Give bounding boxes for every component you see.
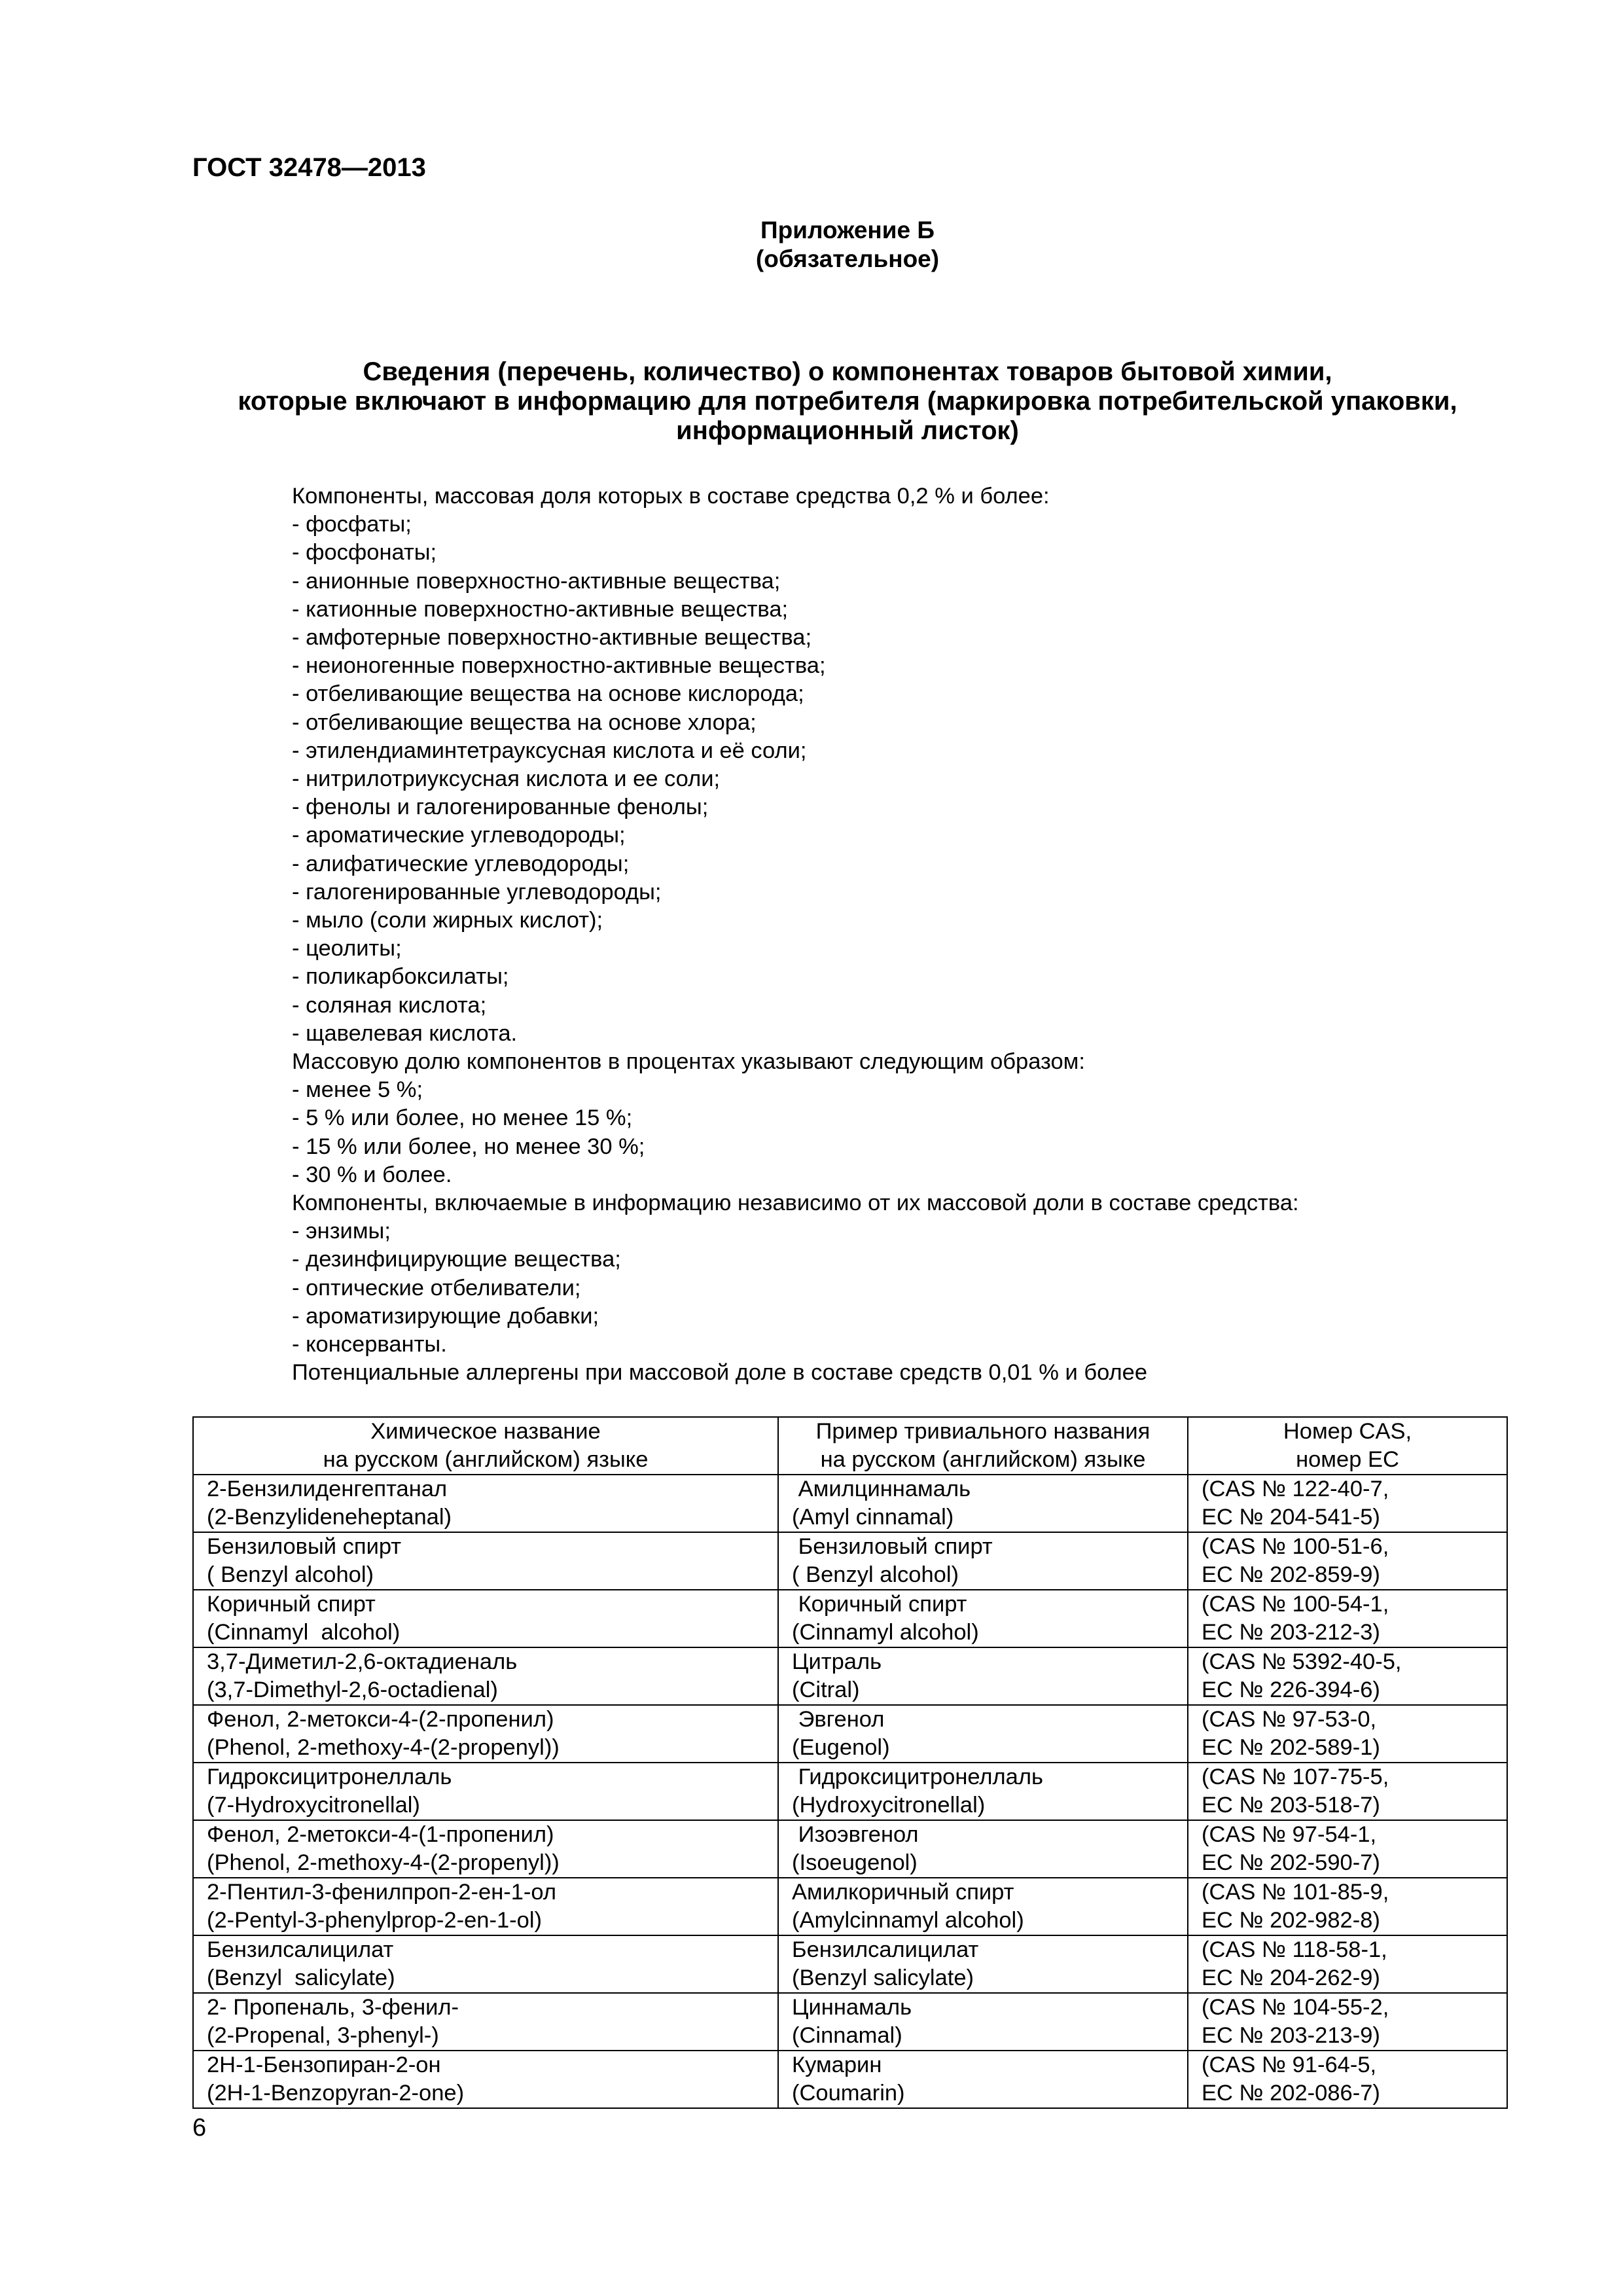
body-line: - консерванты. xyxy=(292,1332,447,1357)
body-line: - неионогенные поверхностно-активные вещества; xyxy=(292,653,826,679)
body-line: - галогенированные углеводороды; xyxy=(292,879,662,905)
body-line: - анионные поверхностно-активные вещества; xyxy=(292,568,781,594)
table-row xyxy=(193,1993,1507,2051)
cell-chemical-name: 2-Бензилиденгептанал (2-Benzylideneheptanal) xyxy=(193,1475,778,1532)
table-row xyxy=(193,1705,1507,1763)
cell-trivial-name: Кумарин (Coumarin) xyxy=(778,2051,1188,2108)
table-row xyxy=(193,1475,1507,1532)
cell-chemical-name: Бензилсалицилат (Benzyl salicylate) xyxy=(193,1935,778,1993)
appendix-heading xyxy=(0,216,1623,274)
cell-cas-number: (CAS № 107-75-5, ЕС № 203-518-7) xyxy=(1188,1763,1507,1820)
body-line: - этилендиаминтетрауксусная кислота и её соли; xyxy=(292,738,807,763)
section-title-line: Сведения (перечень, количество) о компонентах товаров бытовой химии, xyxy=(363,357,1332,386)
table-row xyxy=(193,1878,1507,1935)
section-title xyxy=(0,357,1623,446)
body-line: - щавелевая кислота. xyxy=(292,1020,518,1046)
document-id: ГОСТ 32478—2013 xyxy=(192,153,426,182)
body-line: - поликарбоксилаты; xyxy=(292,964,509,990)
table-row xyxy=(193,1590,1507,1647)
cell-cas-number: (CAS № 97-54-1, ЕС № 202-590-7) xyxy=(1188,1820,1507,1878)
body-line: - фенолы и галогенированные фенолы; xyxy=(292,795,709,820)
body-line: Компоненты, включаемые в информацию независимо от их массовой доли в составе средства: xyxy=(292,1191,1299,1216)
table-row xyxy=(193,1647,1507,1705)
body-line: - алифатические углеводороды; xyxy=(292,851,630,876)
header-chemical-name: Химическое название на русском (английском) языке xyxy=(193,1417,778,1475)
cell-cas-number: (CAS № 118-58-1, ЕС № 204-262-9) xyxy=(1188,1935,1507,1993)
cell-cas-number: (CAS № 100-51-6, ЕС № 202-859-9) xyxy=(1188,1532,1507,1590)
section-title-line: информационный листок) xyxy=(676,416,1019,445)
body-line: - 15 % или более, но менее 30 %; xyxy=(292,1134,645,1159)
body-line: - ароматизирующие добавки; xyxy=(292,1303,599,1329)
body-line: - оптические отбеливатели; xyxy=(292,1275,581,1300)
body-line: - отбеливающие вещества на основе кислорода; xyxy=(292,681,804,707)
body-line: - дезинфицирующие вещества; xyxy=(292,1247,621,1272)
table-header-row xyxy=(193,1417,1507,1475)
cell-chemical-name: 2- Пропеналь, 3-фенил- (2-Propenal, 3-phenyl-) xyxy=(193,1993,778,2051)
cell-chemical-name: 2Н-1-Бензопиран-2-он (2H-1-Benzopyran-2-one) xyxy=(193,2051,778,2108)
cell-chemical-name: 2-Пентил-3-фенилпроп-2-ен-1-ол (2-Pentyl-3-phenylprop-2-en-1-ol) xyxy=(193,1878,778,1935)
body-line: - соляная кислота; xyxy=(292,992,487,1018)
cell-chemical-name: Бензиловый спирт ( Benzyl alcohol) xyxy=(193,1532,778,1590)
body-line: - цеолиты; xyxy=(292,936,402,961)
body-line: - мыло (соли жирных кислот); xyxy=(292,908,603,933)
cell-trivial-name: Цитраль (Citral) xyxy=(778,1647,1188,1705)
body-line: - ароматические углеводороды; xyxy=(292,823,626,848)
cell-chemical-name: 3,7-Диметил-2,6-октадиеналь (3,7-Dimethyl-2,6-octadienal) xyxy=(193,1647,778,1705)
cell-cas-number: (CAS № 104-55-2, ЕС № 203-213-9) xyxy=(1188,1993,1507,2051)
section-title-line: которые включают в информацию для потребителя (маркировка потребительской упаковки, xyxy=(238,387,1457,416)
cell-cas-number: (CAS № 97-53-0, ЕС № 202-589-1) xyxy=(1188,1705,1507,1763)
cell-trivial-name: Бензилсалицилат (Benzyl salicylate) xyxy=(778,1935,1188,1993)
header-trivial-name: Пример тривиального названия на русском (английском) языке xyxy=(778,1417,1188,1475)
cell-chemical-name: Фенол, 2-метокси-4-(2-пропенил) (Phenol, 2-methoxy-4-(2-propenyl)) xyxy=(193,1705,778,1763)
body-line: - фосфонаты; xyxy=(292,540,437,565)
cell-trivial-name: Циннамаль (Cinnamal) xyxy=(778,1993,1188,2051)
body-line: - энзимы; xyxy=(292,1219,391,1244)
appendix-subtitle: (обязательное) xyxy=(755,245,940,272)
cell-trivial-name: Коричный спирт (Cinnamyl alcohol) xyxy=(778,1590,1188,1647)
cell-cas-number: (CAS № 122-40-7, ЕС № 204-541-5) xyxy=(1188,1475,1507,1532)
cell-trivial-name: Амилциннамаль (Amyl cinnamal) xyxy=(778,1475,1188,1532)
body-line: Потенциальные аллергены при массовой доле в составе средств 0,01 % и более xyxy=(292,1360,1148,1386)
cell-cas-number: (CAS № 100-54-1, ЕС № 203-212-3) xyxy=(1188,1590,1507,1647)
cell-chemical-name: Фенол, 2-метокси-4-(1-пропенил) (Phenol, 2-methoxy-4-(2-propenyl)) xyxy=(193,1820,778,1878)
table-row xyxy=(193,1820,1507,1878)
body-line: - 5 % или более, но менее 15 %; xyxy=(292,1105,633,1131)
cell-trivial-name: Амилкоричный спирт (Amylcinnamyl alcohol) xyxy=(778,1878,1188,1935)
cell-cas-number: (CAS № 91-64-5, ЕС № 202-086-7) xyxy=(1188,2051,1507,2108)
body-line: - нитрилотриуксусная кислота и ее соли; xyxy=(292,766,721,792)
table-row xyxy=(193,1935,1507,1993)
table-row xyxy=(193,2051,1507,2108)
cell-trivial-name: Изоэвгенол (Isoeugenol) xyxy=(778,1820,1188,1878)
body-line: - отбеливающие вещества на основе хлора; xyxy=(292,709,757,735)
component-list xyxy=(292,482,1535,1388)
body-line: - фосфаты; xyxy=(292,512,412,537)
body-line: - 30 % и более. xyxy=(292,1162,452,1187)
cell-cas-number: (CAS № 101-85-9, ЕС № 202-982-8) xyxy=(1188,1878,1507,1935)
header-cas-number: Номер CAS, номер ЕС xyxy=(1188,1417,1507,1475)
cell-trivial-name: Гидроксицитронеллаль (Hydroxycitronellal) xyxy=(778,1763,1188,1820)
page-number: 6 xyxy=(192,2114,207,2142)
cell-chemical-name: Коричный спирт (Cinnamyl alcohol) xyxy=(193,1590,778,1647)
body-line: Компоненты, массовая доля которых в составе средства 0,2 % и более: xyxy=(292,484,1050,509)
body-line: Массовую долю компонентов в процентах указывают следующим образом: xyxy=(292,1049,1085,1075)
cell-cas-number: (CAS № 5392-40-5, ЕС № 226-394-6) xyxy=(1188,1647,1507,1705)
cell-chemical-name: Гидроксицитронеллаль (7-Hydroxycitronellal) xyxy=(193,1763,778,1820)
cell-trivial-name: Бензиловый спирт ( Benzyl alcohol) xyxy=(778,1532,1188,1590)
body-line: - амфотерные поверхностно-активные вещества; xyxy=(292,625,812,651)
table-row xyxy=(193,1532,1507,1590)
cell-trivial-name: Эвгенол (Eugenol) xyxy=(778,1705,1188,1763)
allergen-table xyxy=(192,1416,1508,2109)
body-line: - катионные поверхностно-активные вещества; xyxy=(292,596,789,622)
table-row xyxy=(193,1763,1507,1820)
body-line: - менее 5 %; xyxy=(292,1077,423,1103)
appendix-title: Приложение Б xyxy=(760,217,935,243)
